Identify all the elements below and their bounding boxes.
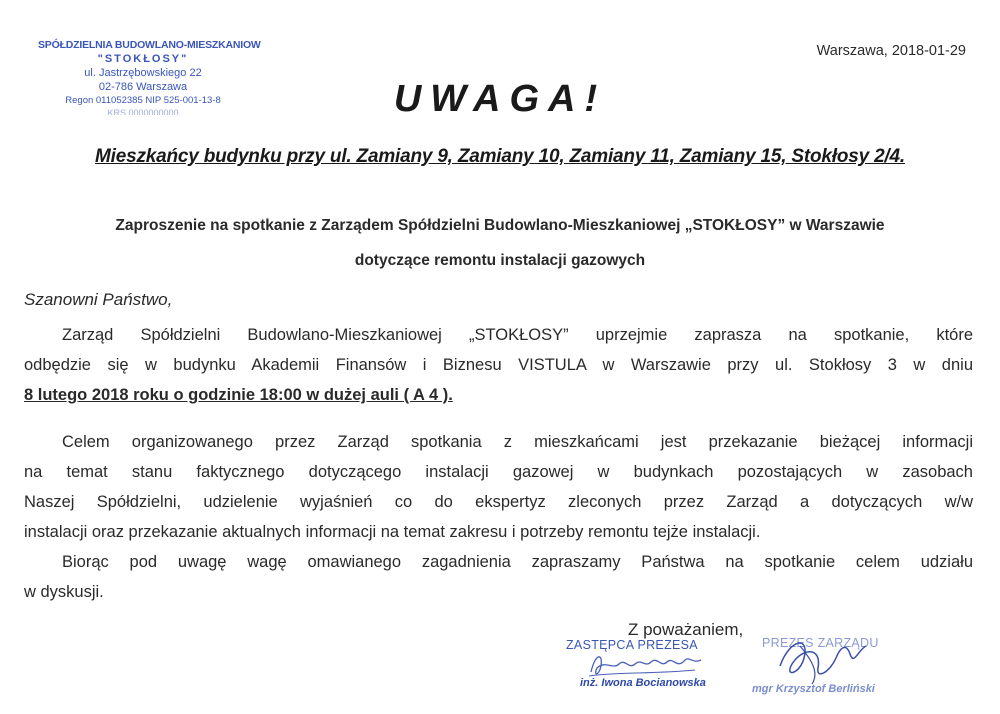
invitation-line-2: dotyczące remontu instalacji gazowych [354,252,646,269]
paragraph-line: w dyskusji. [24,583,104,601]
paragraph-line: Celem organizowanego przez Zarząd spotkania z mieszkańcami jest przekazanie bieżącej informacji [62,433,973,451]
paragraph-line: Biorąc pod uwagę wagę omawianego zagadnienia zapraszamy Państwa na spotkanie celem udziału [62,553,973,571]
paragraph-meeting-details [24,320,973,410]
stamp-line-6: KRS 0000000000 [107,108,179,115]
president-stamp-title: PREZES ZARZĄDU [762,636,879,650]
paragraph-line: Naszej Spółdzielni, udzielenie wyjaśnień co do ekspertyz zleconych przez Zarząd a dotyczących w/w [24,493,973,511]
page-title: UWAGA! [393,78,607,120]
closing-regards: Z poważaniem, [628,620,744,639]
residents-heading: Mieszkańcy budynku przy ul. Zamiany 9, Zamiany 10, Zamiany 11, Zamiany 15, Stokłosy 2/4. [95,146,905,167]
paragraph-line: Zarząd Spółdzielni Budowlano-Mieszkaniowej „STOKŁOSY” uprzejmie zaprasza na spotkanie, które [62,326,973,344]
document-date: Warszawa, 2018-01-29 [816,43,966,59]
vice-president-name: inż. Iwona Bocianowska [580,677,706,689]
invitation-line-1: Zaproszenie na spotkanie z Zarządem Spółdzielni Budowlano-Mieszkaniowej „STOKŁOSY” w Warszawie [115,217,885,234]
stamp-line-1: SPÓŁDZIELNIA BUDOWLANO-MIESZKANIOW [38,39,261,51]
paragraph-line: odbędzie się w budynku Akademii Finansów i Biznesu VISTULA w Warszawie przy ul. Stokłosy 3 w dniu [24,356,973,374]
stamp-line-4: 02-786 Warszawa [98,81,188,93]
paragraph-meeting-purpose [24,427,973,547]
meeting-datetime-line [24,380,973,410]
meeting-datetime: 8 lutego 2018 roku o godzinie 18:00 w dużej auli ( A 4 ). [24,386,453,404]
paragraph-line: na temat stanu faktycznego dotyczącego instalacji gazowej w budynkach pozostających w zasobach [24,463,973,481]
president-signature [770,628,880,688]
salutation: Szanowni Państwo, [24,290,173,309]
stamp-line-5: Regon 011052385 NIP 525-001-13-8 [65,95,221,106]
stamp-line-2: "STOKŁOSY" [97,53,189,65]
president-name: mgr Krzysztof Berliński [752,683,875,695]
paragraph-line: instalacji oraz przekazanie aktualnych informacji na temat zakresu i potrzeby remontu tejże instalacji. [24,523,761,541]
paragraph-closing [24,547,973,607]
stamp-line-3: ul. Jastrzębowskiego 22 [84,67,202,79]
vice-president-stamp-title: ZASTĘPCA PREZESA [566,638,698,652]
